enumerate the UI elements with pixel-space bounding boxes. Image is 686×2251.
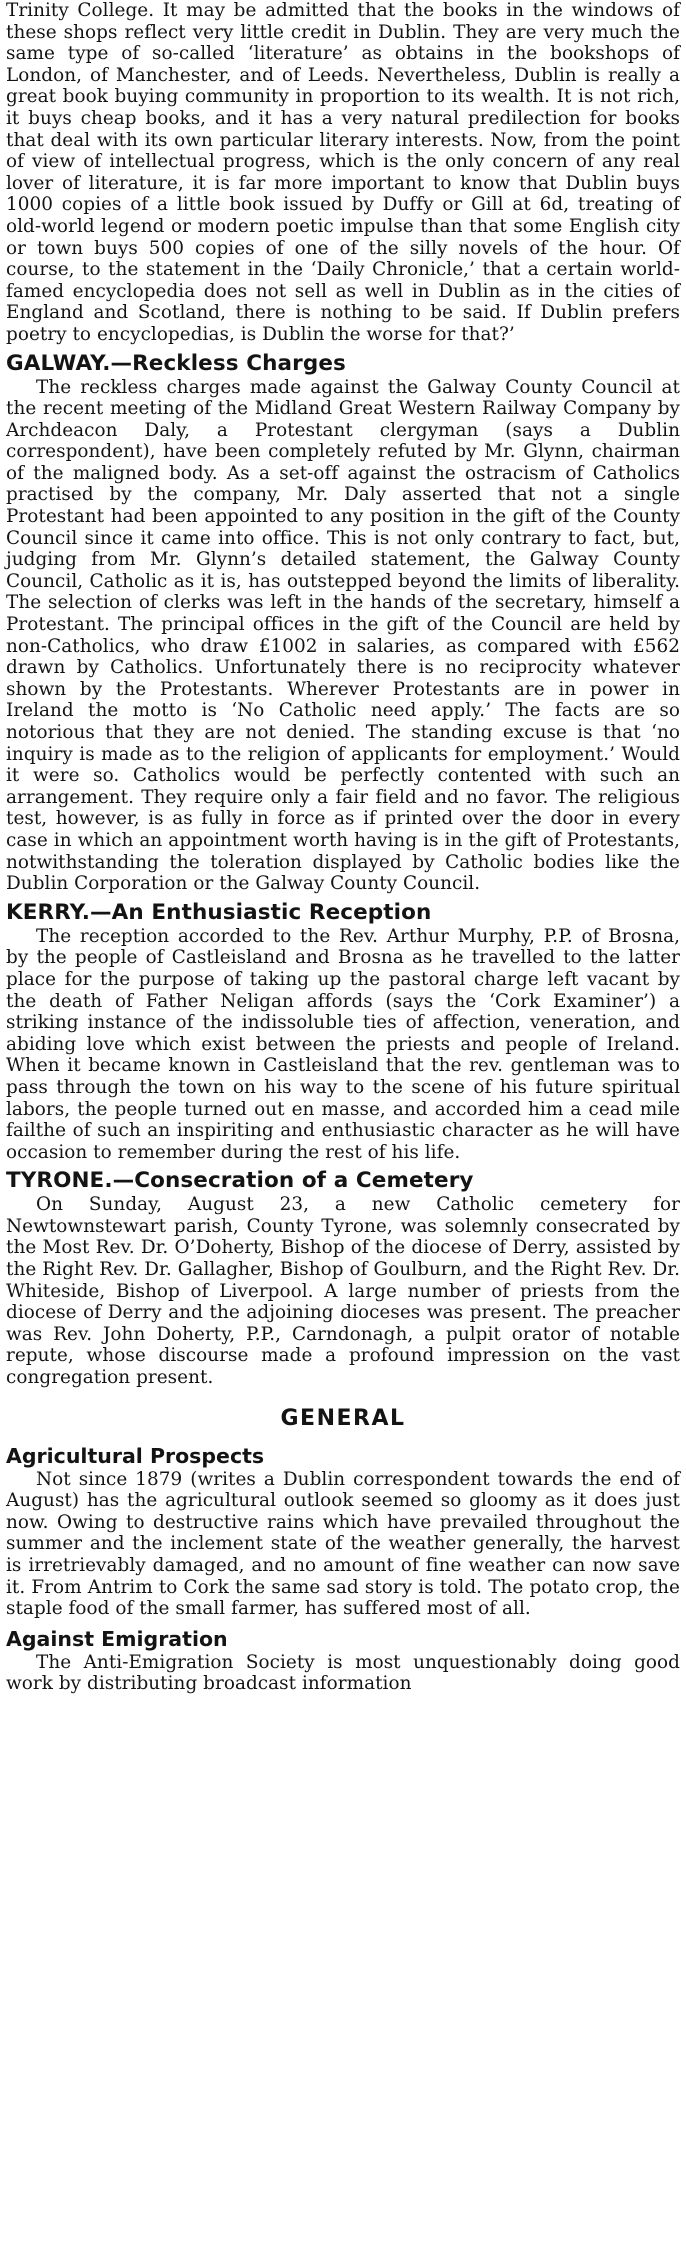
section-heading-galway: GALWAY.—Reckless Charges [6, 350, 346, 376]
section-body-tyrone: On Sunday, August 23, a new Catholic cemetery for Newtownstewart parish, County Tyrone, was solemnly consecrated by the Most Rev. Dr. O’Doherty, Bishop of the diocese of Derry, assisted by the Right Rev. Dr. Gallagher, Bishop of Goulburn, and the Right Rev. Dr. Whiteside, Bishop of Liverpool. A large number of priests from the diocese of Derry and the adjoining dioceses was present. The preacher was Rev. John Doherty, P.P., Carndonagh, a pulpit orator of notable repute, whose discourse made a profound impression on the vast congregation present. [6, 1194, 680, 1389]
section-body-kerry: The reception accorded to the Rev. Arthur Murphy, P.P. of Brosna, by the people of Castleisland and Brosna as he travelled to the latter place for the purpose of taking up the pastoral charge left vacant by the death of Father Neligan affords (says the ‘Cork Examiner’) a striking instance of the indissoluble ties of affection, veneration, and abiding love which exist between the priests and people of Ireland. When it became known in Castleisland that the rev. gentleman was to pass through the town on his way to the scene of his future spiritual labors, the people turned out en masse, and accorded him a cead mile failthe of such an inspiriting and enthusiastic character as he will have occasion to remember during the rest of his life. [6, 925, 680, 1163]
section-heading-kerry: KERRY.—An Enthusiastic Reception [6, 899, 432, 925]
section-body-galway: The reckless charges made against the Galway County Council at the recent meeting of the Midland Great Western Railway Company by Archdeacon Daly, a Protestant clergyman (says a Dublin correspondent), have been completely refuted by Mr. Glynn, chairman of the maligned body. As a set-off against the ostracism of Catholics practised by the company, Mr. Daly asserted that not a single Protestant had been appointed to any position in the gift of the County Council since it came into office. This is not only contrary to fact, but, judging from Mr. Glynn’s detailed statement, the Galway County Council, Catholic as it is, has outstepped beyond the limits of liberality. The selection of clerks was left in the hands of the secretary, himself a Protestant. The principal offices in the gift of the Council are held by non-Catholics, who draw £1002 in salaries, as compared with £562 drawn by Catholics. Unfortunately there is no reciprocity whatever shown by the Protestants. Wherever Protestants are in power in Ireland the motto is ‘No Catholic need apply.’ The facts are so notorious that they are not denied. The standing excuse is that ‘no inquiry is made as to the religion of applicants for employment.’ Would it were so. Catholics would be perfectly contented with such an arrangement. They require only a fair field and no favor. The religious test, however, is as fully in force as if printed over the door in every case in which an appointment worth having is in the gift of Protestants, notwithstanding the toleration displayed by Catholic bodies like the Dublin Corporation or the Galway County Council. [6, 376, 680, 895]
lead-paragraph: Trinity College. It may be admitted that the books in the windows of these shops reflect very little credit in Dublin. They are very much the same type of so-called ‘literature’ as obtains in the bookshops of London, of Manchester, and of Leeds. Nevertheless, Dublin is really a great book buying community in proportion to its wealth. It is not rich, it buys cheap books, and it has a very natural predilection for books that deal with its own particular literary interests. Now, from the point of view of intellectual progress, which is the only concern of any real lover of literature, it is far more important to know that Dublin buys 1000 copies of a little book issued by Duffy or Gill at 6d, treating of old-world legend or modern poetic impulse than that some English city or town buys 500 copies of one of the silly novels of the hour. Of course, to the statement in the ‘Daily Chronicle,’ that a certain world-famed encyclopedia does not sell as well in Dublin as in the cities of England and Scotland, there is nothing to be said. If Dublin prefers poetry to encyclopedias, is Dublin the worse for that?’ [6, 0, 680, 345]
subheading-against-emigration: Against Emigration [6, 1626, 228, 1651]
subheading-agricultural-prospects: Agricultural Prospects [6, 1443, 265, 1468]
body-agricultural-prospects: Not since 1879 (writes a Dublin correspondent towards the end of August) has the agricultural outlook seemed so gloomy as it does just now. Owing to destructive rains which have prevailed throughout the summer and the inclement state of the weather generally, the harvest is irretrievably damaged, and no amount of fine weather can now save it. From Antrim to Cork the same sad story is told. The potato crop, the staple food of the small farmer, has suffered most of all. [6, 1468, 680, 1620]
section-heading-tyrone: TYRONE.—Consecration of a Cemetery [6, 1168, 474, 1194]
general-section-title: GENERAL [280, 1405, 406, 1431]
body-against-emigration: The Anti-Emigration Society is most unquestionably doing good work by distributing broadcast information [6, 1651, 680, 1695]
